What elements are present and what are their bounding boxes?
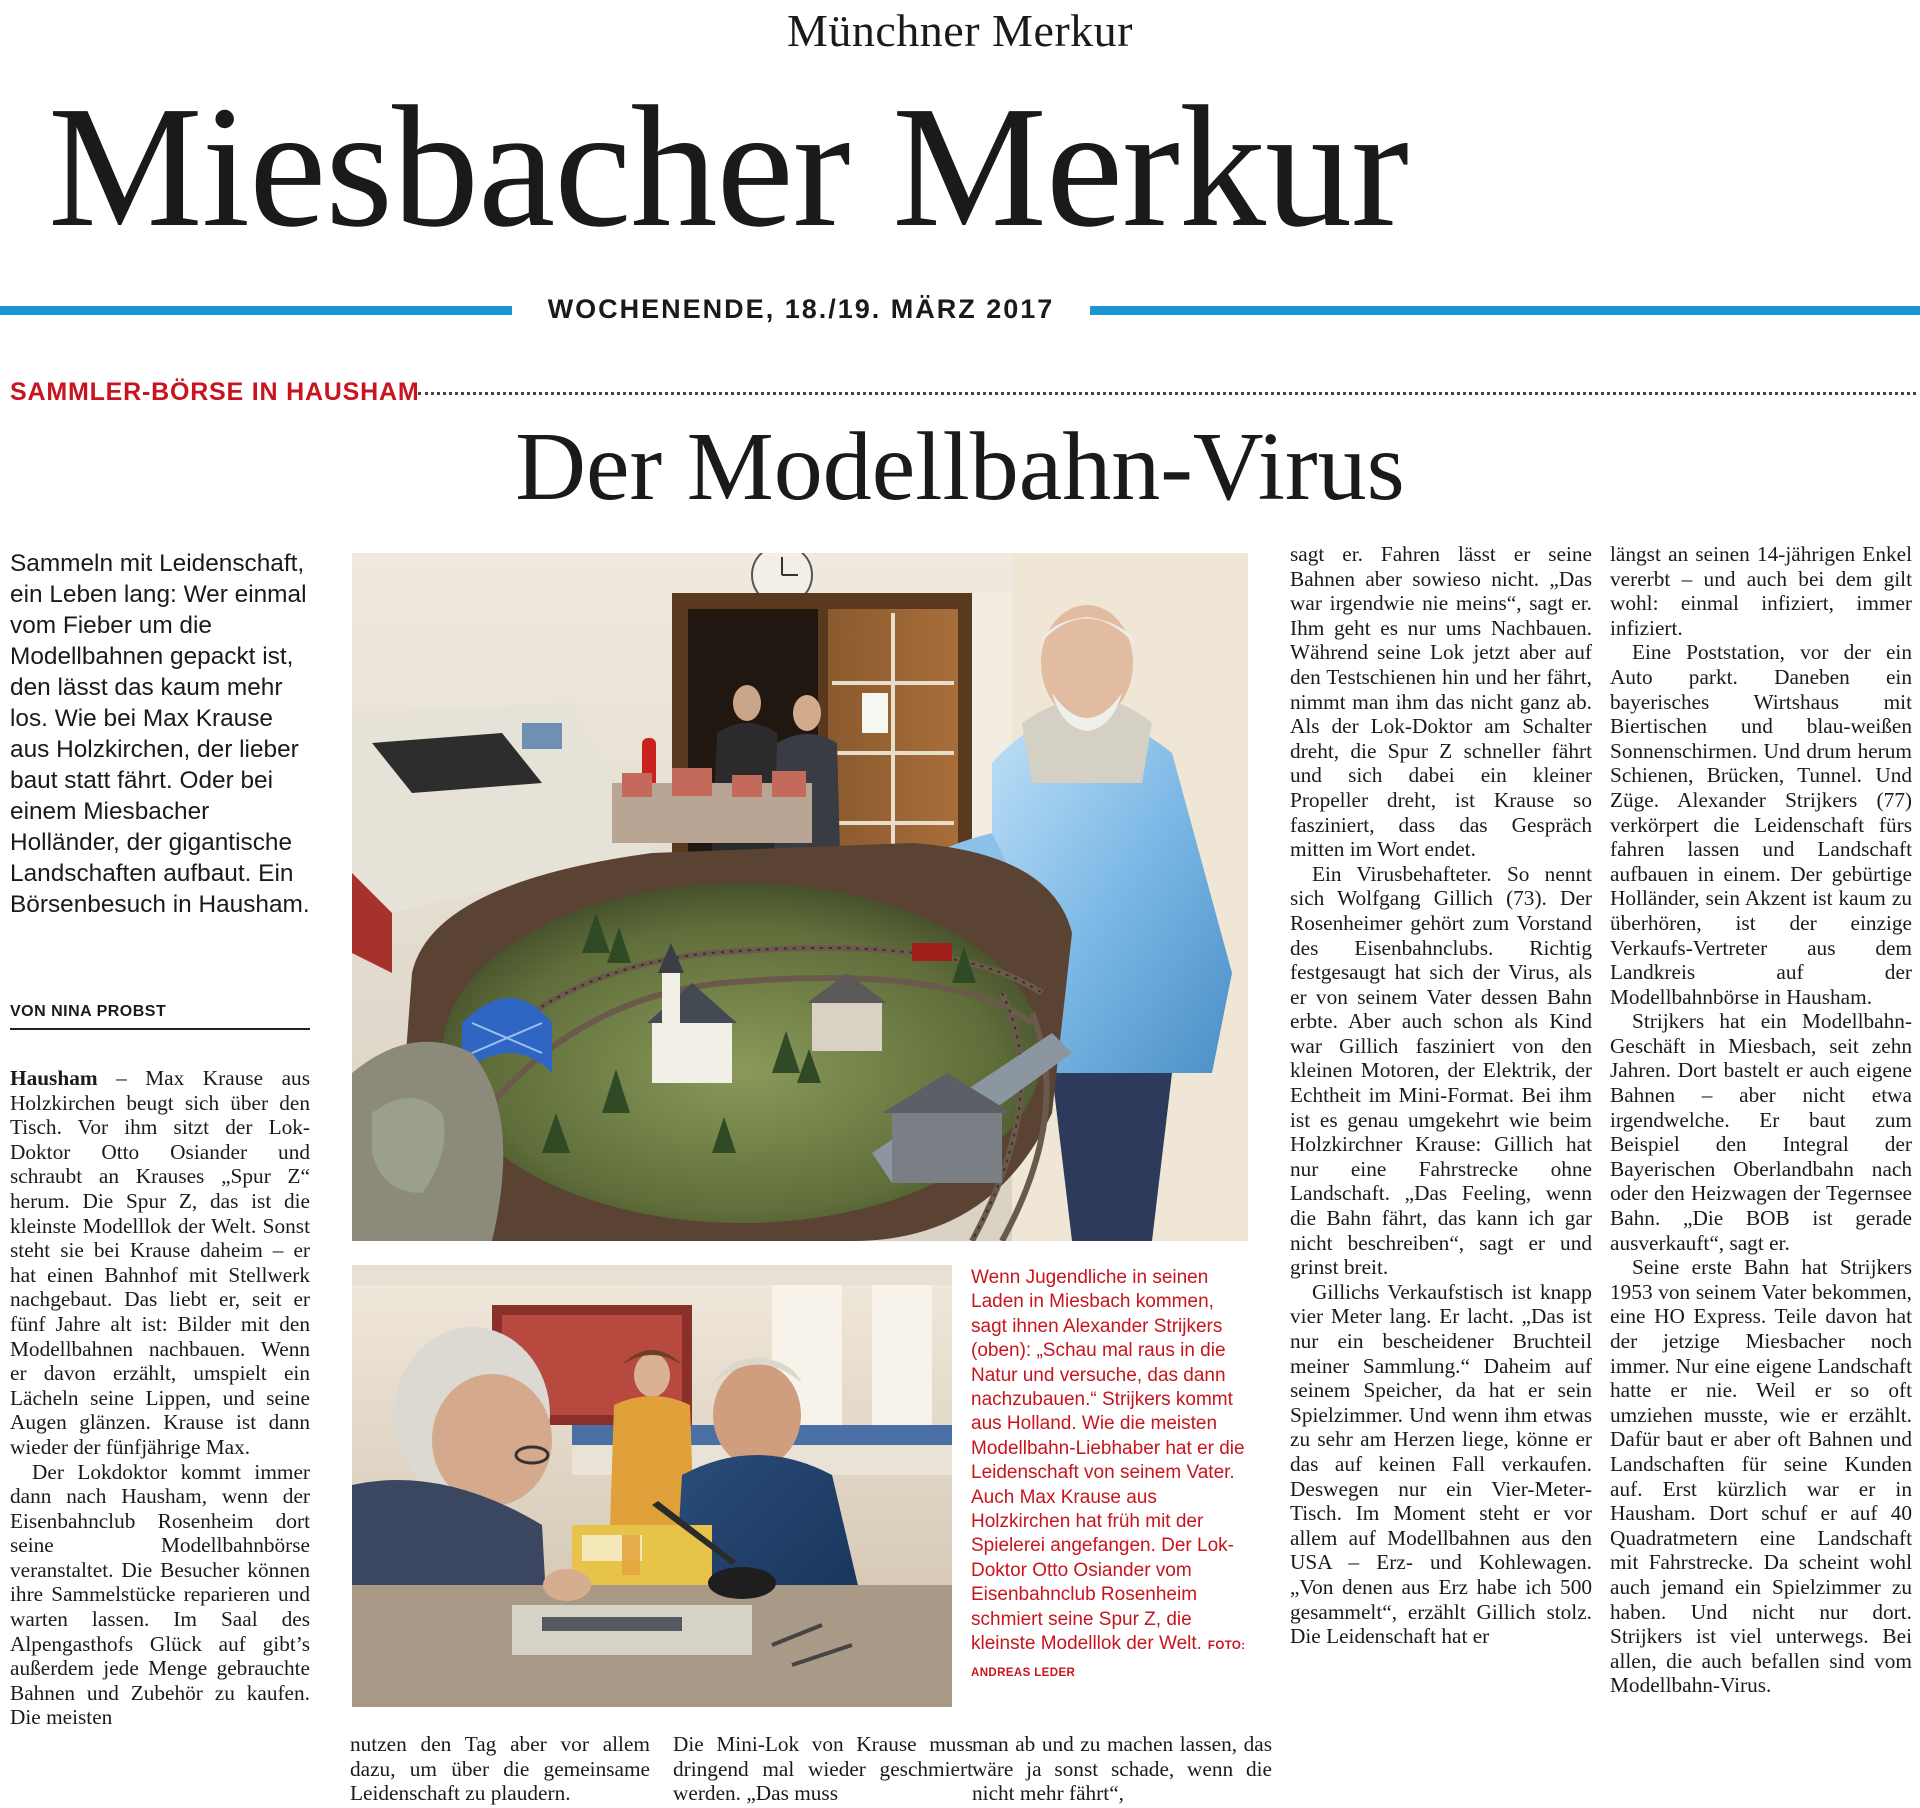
body-paragraph: sagt er. Fahren lässt er seine Bahnen aber sowieso nicht. „Das war irgendwie nie meins“, sagt er. Ihm geht es nur ums Nachbauen. Während seine Lok jetzt aber auf den Testschienen hin und her fährt, nimmt man ihm das nicht ganz ab. Als der Lok-Doktor am Schalter dreht, die Spur Z schneller fährt und sich dabei ein kleiner Propeller dreht, ist Krause so fasziniert, dass das Gespräch mitten im Wort endet.	[1290, 542, 1592, 862]
caption-text: Wenn Jugendliche in seinen Laden in Miesbach kommen, sagt ihnen Alexander Strijkers (oben): „Schau mal raus in die Natur und versuche, das dann nachzubauen.“ Strijkers kommt aus Holland. Wie die meisten Modellbahn-Liebhaber hat er die Leidenschaft von seinem Vater. Auch Max Krause aus Holzkirchen hat früh mit der Spielerei angefangen. Der Lok-Doktor Otto Osiander vom Eisenbahnclub Rosenheim schmiert seine Spur Z, die kleinste Modelllok der Welt.	[971, 1267, 1245, 1655]
date-accent-bar-right	[1090, 306, 1920, 315]
body-column-5	[1290, 542, 1592, 1804]
body-column-1	[10, 1066, 310, 1804]
body-paragraph: längst an seinen 14-jährigen Enkel vererbt – und auch bei dem gilt wohl: einmal infiziert, immer infiziert.	[1610, 542, 1912, 640]
publisher-overline: Münchner Merkur	[786, 5, 1133, 56]
kicker-dotted-rule	[418, 392, 1916, 395]
body-column-3: Die Mini-Lok von Krause muss dringend mal wieder geschmiert werden. „Das muss	[673, 1732, 973, 1806]
body-text: – Max Krause aus Holzkirchen beugt sich über den Tisch. Vor ihm sitzt der Lok-Doktor Otto Osiander und schraubt an Krauses „Spur Z“ herum. Die Spur Z, das ist die kleinste Modelllok der Welt. Sonst steht sie bei Krause daheim – er hat einen Bahnhof mit Stellwerk nachgebaut. Das liebt er, seit er fünf Jahre alt ist: Bilder mit den Modellbahnen nachbauen. Wenn er davon erzählt, umspielt ein Lächeln seine Lippen, und seine Augen glänzen. Krause ist dann wieder der fünfjährige Max.	[10, 1066, 310, 1459]
date-accent-bar-left	[0, 306, 512, 315]
photo-caption	[971, 1266, 1251, 1685]
body-paragraph: Ein Virusbehafteter. So nennt sich Wolfgang Gillich (73). Der Rosenheimer gehört zum Vorstand des Eisenbahnclubs. Richtig festgesaugt hat sich der Virus, als er von seinem Vater dessen Bahn erbte. Aber auch schon als Kind war Gillich fasziniert von den kleinen Motoren, der Elektrik, der Echtheit im Mini-Format. Bei ihm ist es genau umgekehrt wie beim Holzkirchner Krause: Gillich hat nur eine Fahrstrecke ohne Landschaft. „Das Feeling, wenn die Bahn fährt, das kann ich gar nicht beschreiben“, sagt er und grinst breit.	[1290, 861, 1592, 1280]
article-lead: Sammeln mit Leidenschaft, ein Leben lang: Wer einmal vom Fieber um die Modellbahnen gepackt ist, den lässt das kaum mehr los. Wie bei Max Krause aus Holzkirchen, der lieber baut statt fährt. Oder bei einem Miesbacher Holländer, der gigantische Landschaften aufbaut. Ein Börsenbesuch in Hausham.	[10, 550, 310, 918]
body-column-6	[1610, 542, 1912, 1804]
dateline-place: Hausham	[10, 1066, 98, 1090]
body-column-4: man ab und zu machen lassen, das wäre ja sonst schade, wenn die nicht mehr fährt“,	[972, 1732, 1272, 1806]
article-byline: VON NINA PROBST	[10, 1003, 167, 1020]
photo-credit: FOTO: ANDREAS LEDER	[971, 1640, 1246, 1679]
body-paragraph: Gillichs Verkaufstisch ist knapp vier Meter lang. Er lacht. „Das ist nur ein bescheidener Bruchteil meiner Sammlung.“ Daheim auf seinem Speicher, da hat er sein Spielzimmer. Und wenn ihm etwas zu sehr am Herzen liege, könne er das auf keinen Fall verkaufen. Deswegen nur ein Vier-Meter-Tisch. Im Moment steht er vor allem auf Modellbahnen aus den USA – Erz- und Kohlewagen. „Von denen aus Erz habe ich 500 gesammelt“, erzählt Gillich stolz. Die Leidenschaft hat er	[1290, 1279, 1592, 1649]
byline-rule	[10, 1028, 310, 1030]
body-paragraph: Eine Poststation, vor der ein Auto parkt. Daneben ein bayerisches Wirtshaus mit Biertischen und blau-weißen Sonnenschirmen. Und drum herum Schienen, Brücken, Tunnel. Und Züge. Alexander Strijkers (77) verkörpert die Leidenschaft fürs fahren lassen und Landschaft aufbauen in einem. Der gebürtige Holländer, sein Akzent ist kaum zu überhören, ist der einzige Verkaufs-Vertreter aus dem Landkreis auf der Modellbahnbörse in Hausham.	[1610, 640, 1912, 1009]
article-headline: Der Modellbahn-Virus	[515, 413, 1405, 521]
body-paragraph: Seine erste Bahn hat Strijkers 1953 von seinem Vater bekommen, eine HO Express. Teile davon hat der jetzige Miesbacher noch immer. Nur eine eigene Landschaft hatte er nie. Weil er so oft umziehen musste, wie er erzählt. Dafür baut er aber oft Bahnen und Landschaften für seine Kunden auf. Erst kürzlich war er in Hausham. Dort schuf er auf 40 Quadratmetern eine Landschaft mit Fahrstrecke. Da scheint wohl auch jemand ein Spielzimmer zu haben. Und nicht nur dort. Strijkers ist viel unterwegs. Bei allen, die auch befallen sind vom Modellbahn-Virus.	[1610, 1255, 1912, 1698]
masthead-title: Miesbacher Merkur	[48, 70, 1408, 263]
body-paragraph	[10, 1066, 310, 1460]
issue-date: WOCHENENDE, 18./19. MÄRZ 2017	[547, 294, 1055, 324]
model-railway-illustration	[352, 553, 1248, 1241]
section-kicker: SAMMLER-BÖRSE IN HAUSHAM	[10, 378, 420, 406]
workbench-illustration	[352, 1265, 952, 1707]
body-paragraph: Strijkers hat ein Modellbahn-Geschäft in Miesbach, seit zehn Jahren. Dort bastelt er auch eigene Bahnen – aber nicht etwa irgendwelche. Er baut zum Beispiel den Integral der Bayerischen Oberlandbahn nach oder den Heizwagen der Tegernsee Bahn. „Die BOB ist gerade ausverkauft“, sagt er.	[1610, 1009, 1912, 1255]
model-railway-photo	[352, 553, 1248, 1241]
body-paragraph: Der Lokdoktor kommt immer dann nach Hausham, wenn der Eisenbahnclub Rosenheim dort seine Modellbahnbörse veranstaltet. Die Besucher können ihre Sammelstücke reparieren und warten lassen. Im Saal des Alpengasthofs Glück auf gibt’s außerdem jede Menge gebrauchte Bahnen und Zubehör zu kaufen. Die meisten	[10, 1459, 310, 1730]
workbench-photo	[352, 1265, 952, 1707]
body-column-2: nutzen den Tag aber vor allem dazu, um über die gemeinsame Leidenschaft zu plaudern.	[350, 1732, 650, 1806]
